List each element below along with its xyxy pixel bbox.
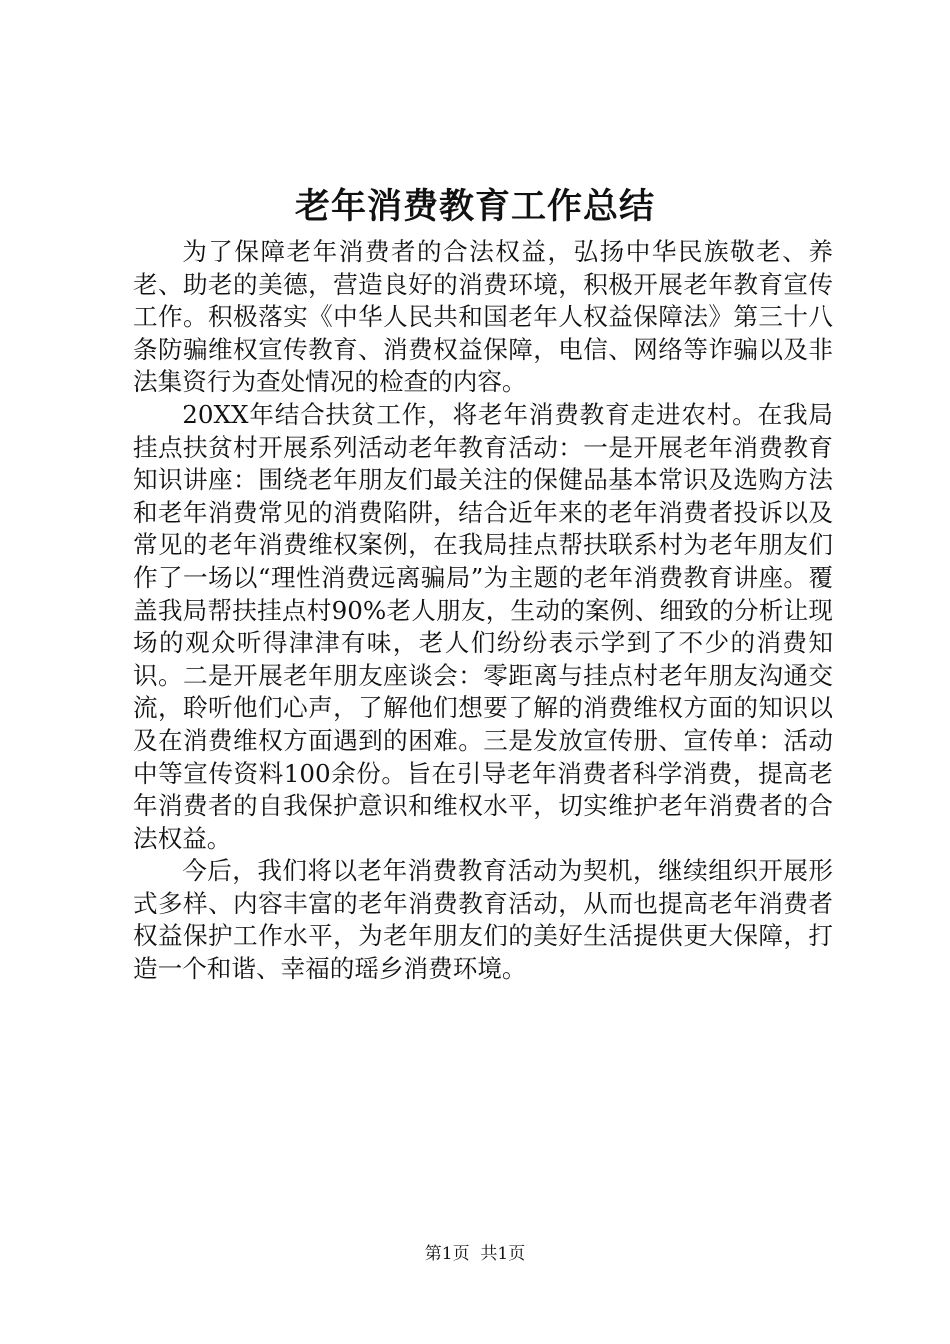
paragraph-1: 为了保障老年消费者的合法权益，弘扬中华民族敬老、养老、助老的美德，营造良好的消费环境，积极开展老年教育宣传工作。积极落实《中华人民共和国老年人权益保障法》第三十八条防骗维权宣传教育、消费权益保障，电信、网络等诈骗以及非法集资行为查处情况的检查的内容。 xyxy=(133,237,833,397)
footer-spacer xyxy=(470,1244,481,1264)
document-body xyxy=(133,236,833,986)
page-footer xyxy=(0,1242,950,1266)
paragraph-2: 20XX年结合扶贫工作，将老年消费教育走进农村。在我局挂点扶贫村开展系列活动老年教育活动：一是开展老年消费教育知识讲座：围绕老年朋友们最关注的保健品基本常识及选购方法和老年消费常见的消费陷阱，结合近年来的老年消费者投诉以及常见的老年消费维权案例，在我局挂点帮扶联系村为老年朋友们作了一场以“理性消费远离骗局”为主题的老年消费教育讲座。覆盖我局帮扶挂点村90%老人朋友，生动的案例、细致的分析让现场的观众听得津津有味，老人们纷纷表示学到了不少的消费知识。二是开展老年朋友座谈会：零距离与挂点村老年朋友沟通交流，聆听他们心声，了解他们想要了解的消费维权方面的知识以及在消费维权方面遇到的困难。三是发放宣传册、宣传单：活动中等宣传资料100余份。旨在引导老年消费者科学消费，提高老年消费者的自我保护意识和维权水平，切实维护老年消费者的合法权益。 xyxy=(133,399,833,853)
paragraph-3: 今后，我们将以老年消费教育活动为契机，继续组织开展形式多样、内容丰富的老年消费教育活动，从而也提高老年消费者权益保护工作水平，为老年朋友们的美好生活提供更大保障，打造一个和谐、幸福的瑶乡消费环境。 xyxy=(133,856,833,984)
page-total: 共1页 xyxy=(480,1244,526,1264)
document-title: 老年消费教育工作总结 xyxy=(294,187,655,227)
page-number: 第1页 xyxy=(424,1244,470,1264)
